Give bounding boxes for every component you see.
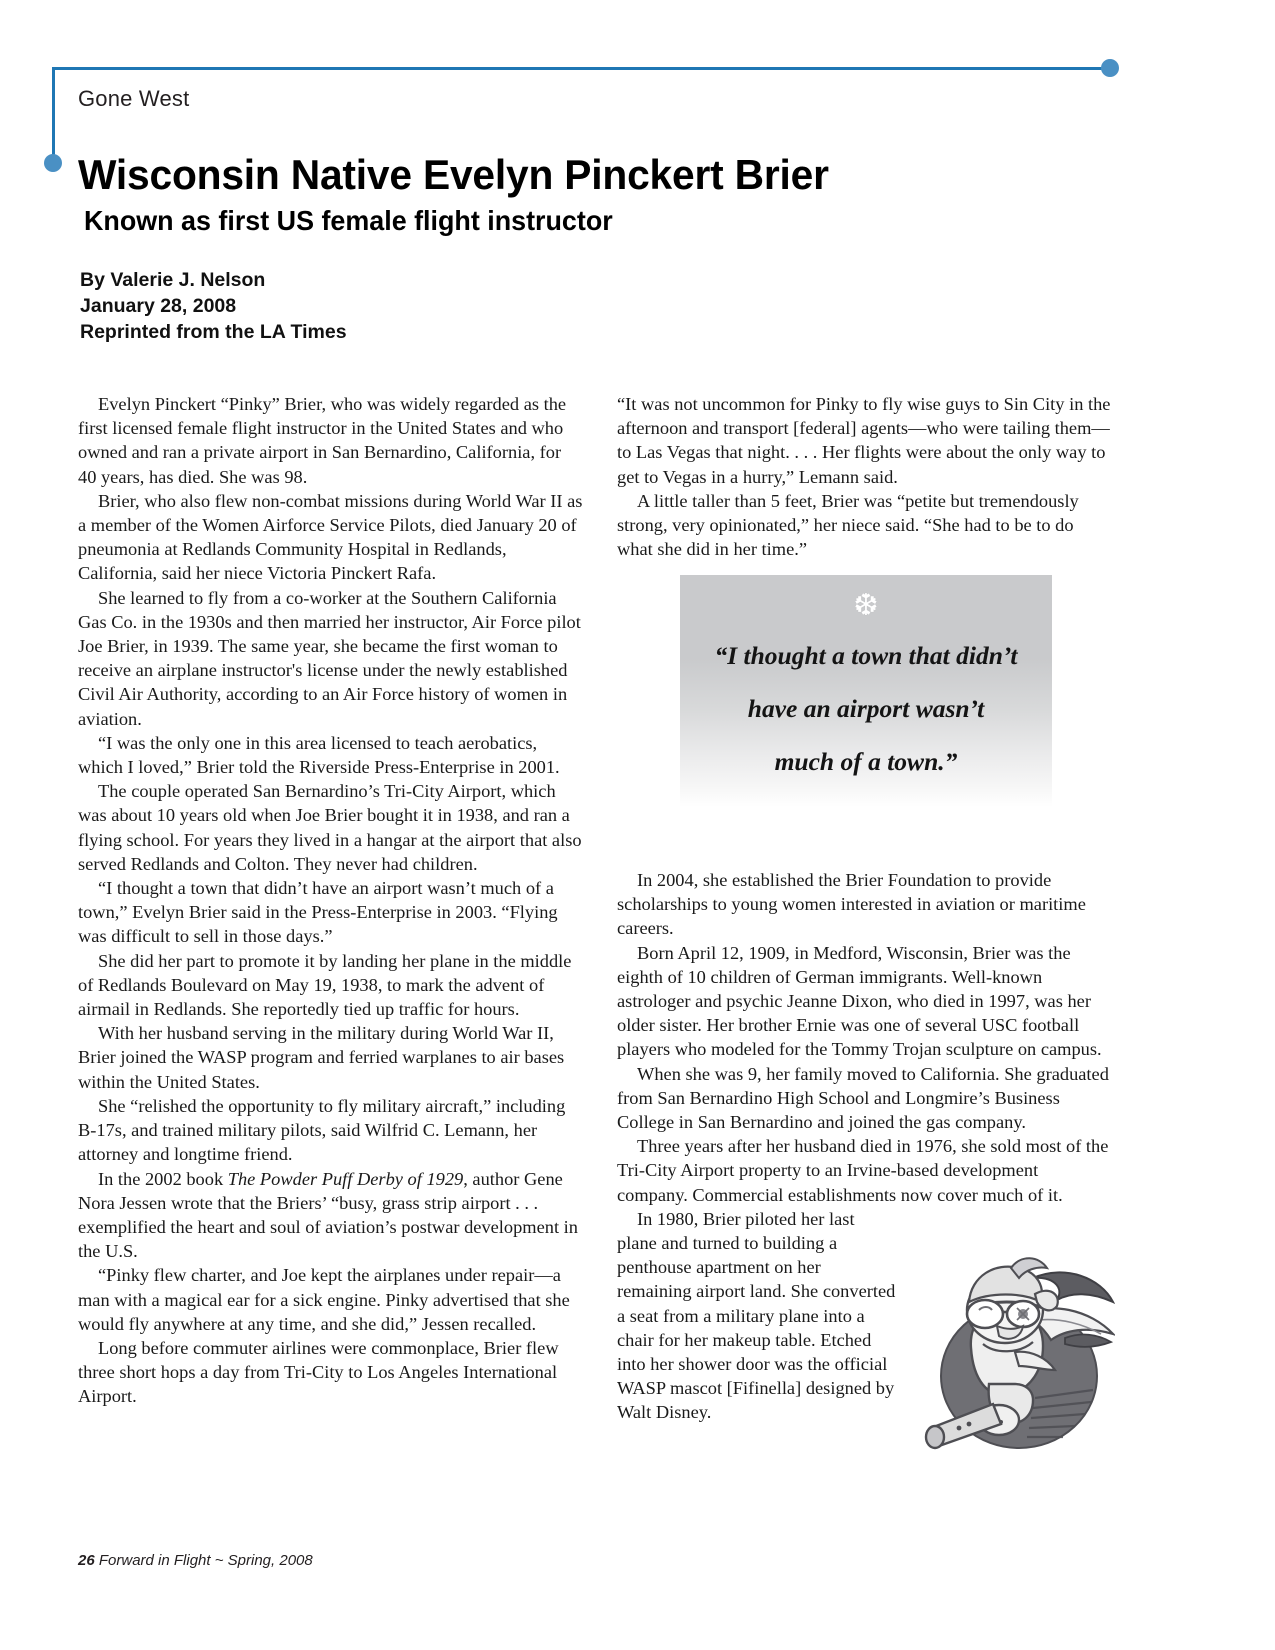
- paragraph: “I was the only one in this area licensed to teach aerobatics, which I loved,” Brier told the Riverside Press-Enterprise in 2001.: [78, 732, 560, 778]
- accent-dot-right-icon: [1101, 59, 1119, 77]
- paragraph: “Pinky flew charter, and Joe kept the airplanes under repair—a man with a magical ear for a sick engine. Pinky advertised that she would fly anywhere at any time, and she did,” Jessen recalled.: [78, 1265, 570, 1334]
- body-column-left: [78, 392, 583, 1409]
- page-subtitle: Known as first US female flight instructor: [84, 205, 613, 236]
- paragraph: With her husband serving in the military during World War II, Brier joined the WASP program and ferried warplanes to air bases within the United States.: [78, 1023, 565, 1092]
- paragraph: When she was 9, her family moved to California. She graduated from San Bernardino High School and Longmire’s Business College in San Bernardino and joined the gas company.: [617, 1063, 1109, 1133]
- paragraph: Long before commuter airlines were commonplace, Brier flew three short hops a day from Tri-City to Los Angeles International Airport.: [78, 1337, 559, 1407]
- accent-rule-vertical: [52, 67, 55, 163]
- paragraph: Evelyn Pinckert “Pinky” Brier, who was widely regarded as the first licensed female flight instructor in the United States and who owned and ran a private airport in San Bernardino, California, for 40 years, has died. She was 98.: [78, 394, 567, 487]
- fifinella-icon: [915, 1248, 1115, 1456]
- paragraph: “It was not uncommon for Pinky to fly wise guys to Sin City in the afternoon and transport [federal] agents—who were tailing them—to Las Vegas that night. . . . Her flights were about the only way to get to Vegas in a hurry,” Lemann said.: [617, 394, 1111, 487]
- accent-dot-bottom-icon: [44, 154, 62, 172]
- paragraph: She “relished the opportunity to fly military aircraft,” including B-17s, and trained military pilots, said Wilfrid C. Lemann, her attorney and longtime friend.: [78, 1095, 566, 1165]
- fifinella-wasp-mascot-illustration: [915, 1248, 1115, 1456]
- paragraph: In 2004, she established the Brier Foundation to provide scholarships to young women interested in aviation or maritime careers.: [617, 870, 1086, 939]
- section-kicker: Gone West: [78, 86, 190, 111]
- paragraph: Brier, who also flew non-combat missions during World War II as a member of the Women Airforce Service Pilots, died January 20 of pneumonia at Redlands Community Hospital in Redlands, California, said her niece Victoria Pinckert Rafa.: [78, 490, 583, 584]
- byline-source: Reprinted from the LA Times: [80, 321, 347, 343]
- pull-quote-box: [680, 575, 1052, 807]
- footer-publication: Forward in Flight ~ Spring, 2008: [98, 1552, 313, 1569]
- byline-author: By Valerie J. Nelson: [80, 269, 266, 291]
- book-ref-before: In the 2002 book: [98, 1168, 228, 1189]
- paragraph: Born April 12, 1909, in Medford, Wisconsin, Brier was the eighth of 10 children of German immigrants. Well-known astrologer and psychic Jeanne Dixon, who died in 1997, was her older sister. Her brother Ernie was one of several USC football players who modeled for the Tommy Trojan sculpture on campus.: [617, 942, 1102, 1060]
- paragraph: A little taller than 5 feet, Brier was “petite but tremendously strong, very opinionated,” her niece said. “She had to be to do what she did in her time.”: [617, 490, 1079, 560]
- byline-block: [80, 267, 347, 345]
- paragraph: She learned to fly from a co-worker at the Southern California Gas Co. in the 1930s and then married her instructor, Air Force pilot Joe Brier, in 1939. The same year, she became the first woman to receive an airplane instructor's license under the newly established Civil Air Authority, according to an Air Force history of women in aviation.: [78, 587, 581, 729]
- page-footer: [78, 1552, 313, 1569]
- byline-date: January 28, 2008: [80, 295, 237, 317]
- accent-rule-horizontal: [52, 67, 1110, 70]
- paragraph: She did her part to promote it by landing her plane in the middle of Redlands Boulevard on May 19, 1938, to mark the advent of airmail in Redlands. She reportedly tied up traffic for hours.: [78, 950, 572, 1020]
- paragraph: In 1980, Brier piloted her last plane and turned to building a penthouse apartment on her remaining airport land. She converted a seat from a military plane into a chair for her makeup table. Etched into her shower door was the official WASP mascot [Fifinella] designed by Walt Disney.: [617, 1208, 896, 1423]
- page-title: Wisconsin Native Evelyn Pinckert Brier: [78, 151, 829, 198]
- pull-quote-line-1: “I thought a town that didn’t: [714, 641, 1018, 670]
- book-title: The Powder Puff Derby of 1929: [227, 1168, 464, 1189]
- footer-page-number: 26: [78, 1552, 95, 1569]
- paragraph: Three years after her husband died in 1976, she sold most of the Tri-City Airport property to an Irvine-based development company. Commercial establishments now cover much of it.: [617, 1136, 1109, 1205]
- pull-quote-line-3: much of a town.”: [774, 747, 958, 776]
- snowflake-ornament-icon: ❆: [853, 589, 879, 622]
- body-column-right-upper: [617, 392, 1112, 561]
- pull-quote-line-2: have an airport wasn’t: [747, 694, 985, 723]
- book-ref-after: , author Gene Nora Jessen wrote that the Briers’ “busy, grass strip airport . . . exemplified the heart and soul of aviation’s postwar development in the U.S.: [78, 1168, 578, 1262]
- paragraph: The couple operated San Bernardino’s Tri-City Airport, which was about 10 years old when Joe Brier bought it in 1938, and ran a flying school. For years they lived in a hangar at the airport that also served Redlands and Colton. They never had children.: [78, 781, 582, 874]
- paragraph-book-reference: [78, 1167, 583, 1264]
- paragraph: “I thought a town that didn’t have an airport wasn’t much of a town,” Evelyn Brier said in the Press-Enterprise in 2003. “Flying was difficult to sell in those days.”: [78, 878, 558, 947]
